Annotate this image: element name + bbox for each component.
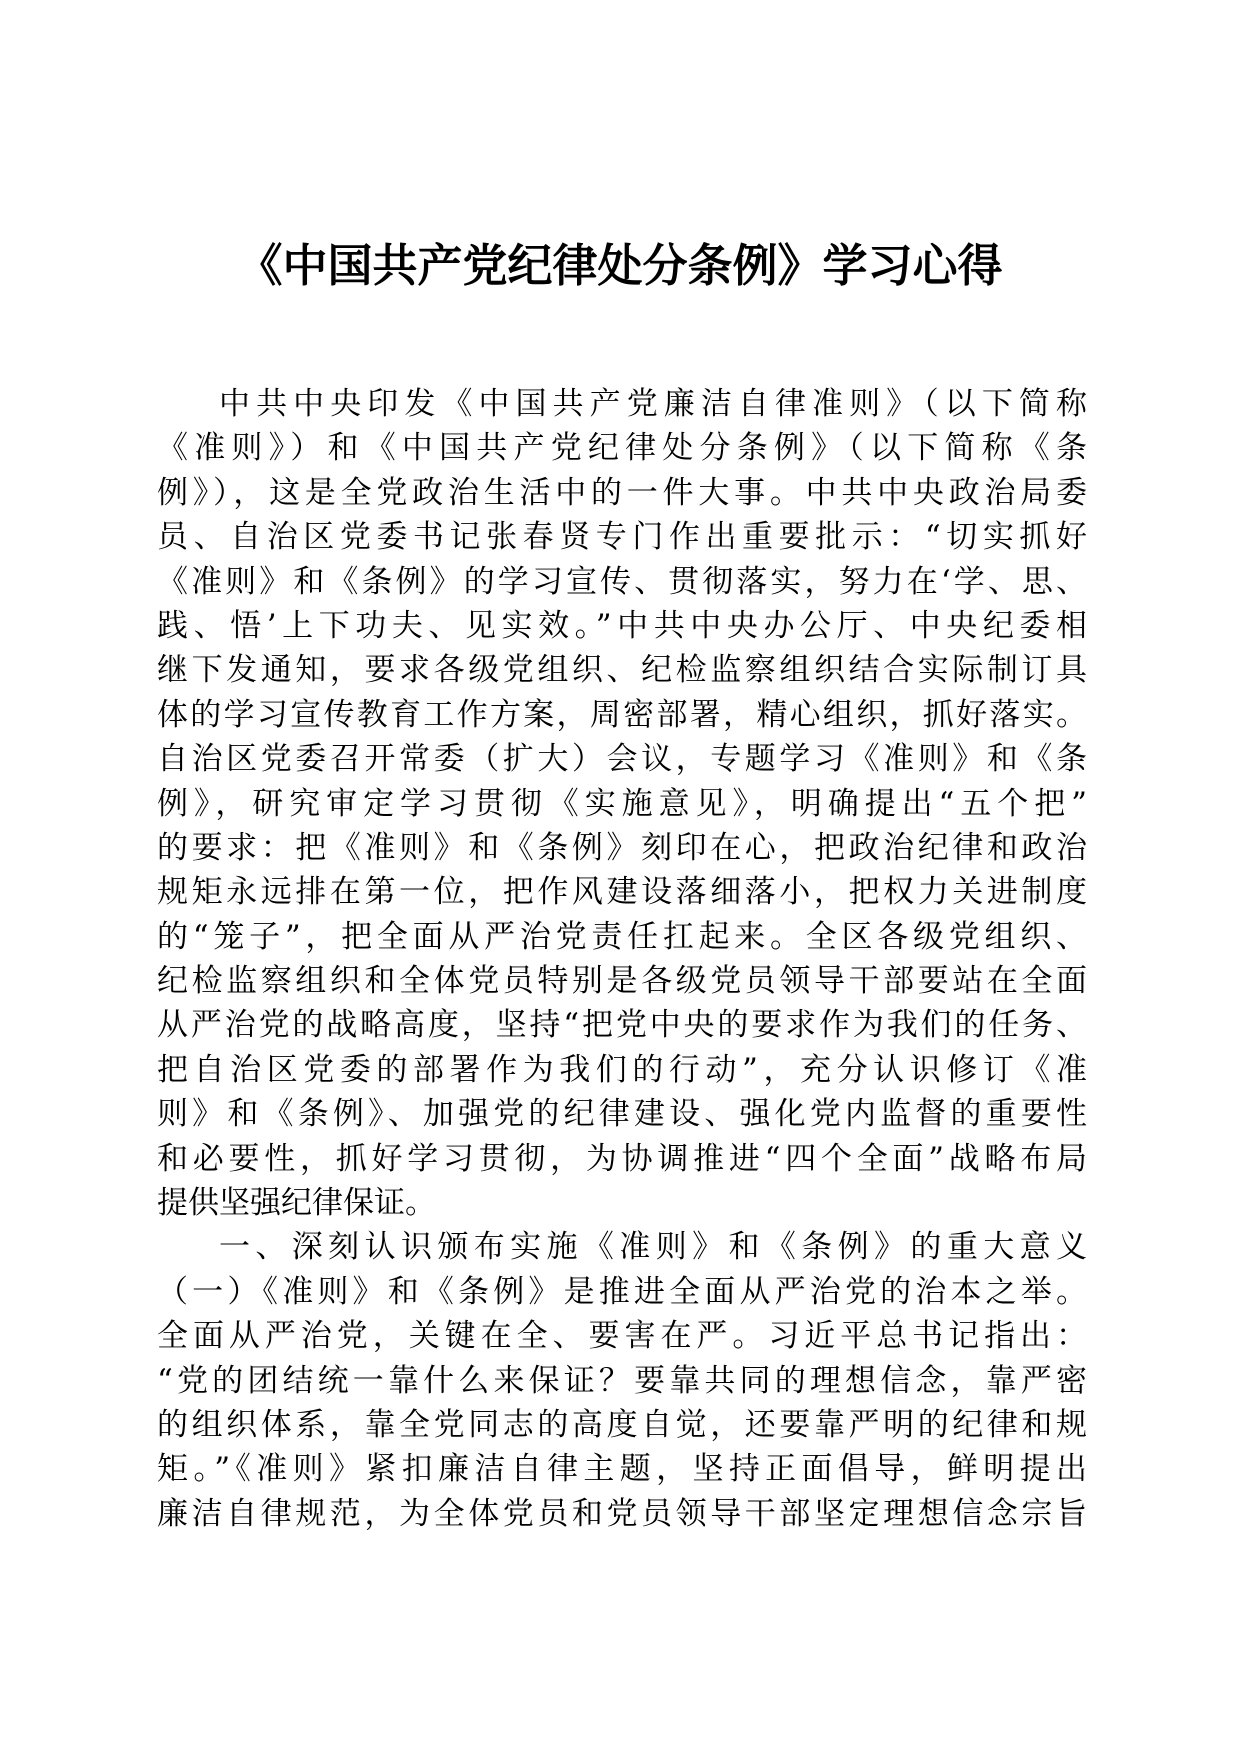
text-line-8: 体的学习宣传教育工作方案，周密部署，精心组织，抓好落实。 (157, 696, 1087, 733)
text-line-19: 提供坚强纪律保证。 (157, 1185, 436, 1222)
text-line-4: 员、自治区党委书记张春贤专门作出重要批示：“切实抓好 (157, 519, 1087, 556)
section-heading-1: 一、深刻认识颁布实施《准则》和《条例》的重大意义 (219, 1229, 1087, 1266)
text-line-1: 中共中央印发《中国共产党廉洁自律准则》（以下简称 (219, 386, 1087, 422)
document-body (157, 382, 1087, 1536)
text-line-15: 从严治党的战略高度，坚持“把党中央的要求作为我们的任务、 (157, 1007, 1087, 1044)
text-line-6: 践、悟’上下功夫、见实效。”中共中央办公厅、中央纪委相 (157, 607, 1087, 644)
text-line-11: 的要求：把《准则》和《条例》刻印在心，把政治纪律和政治 (157, 829, 1087, 866)
text-line-10: 例》，研究审定学习贯彻《实施意见》，明确提出“五个把” (157, 785, 1087, 822)
text-line-12: 规矩永远排在第一位，把作风建设落细落小，把权力关进制度 (157, 874, 1087, 911)
text-line-14: 纪检监察组织和全体党员特别是各级党员领导干部要站在全面 (157, 963, 1087, 1000)
text-line-22: 全面从严治党，关键在全、要害在严。习近平总书记指出： (157, 1318, 1087, 1355)
text-line-24: 的组织体系，靠全党同志的高度自觉，还要靠严明的纪律和规 (157, 1406, 1087, 1443)
text-line-21: （一）《准则》和《条例》是推进全面从严治党的治本之举。 (157, 1273, 1087, 1310)
text-line-13: 的“笼子”，把全面从严治党责任扛起来。全区各级党组织、 (157, 918, 1087, 955)
text-line-7: 继下发通知，要求各级党组织、纪检监察组织结合实际制订具 (157, 652, 1087, 689)
text-line-17: 则》和《条例》、加强党的纪律建设、强化党内监督的重要性 (157, 1096, 1087, 1133)
text-line-5: 《准则》和《条例》的学习宣传、贯彻落实，努力在‘学、思、 (157, 563, 1087, 600)
text-line-2: 《准则》）和《中国共产党纪律处分条例》（以下简称《条 (157, 430, 1087, 467)
text-line-3: 例》），这是全党政治生活中的一件大事。中共中央政治局委 (157, 474, 1087, 511)
text-line-9: 自治区党委召开常委（扩大）会议，专题学习《准则》和《条 (157, 741, 1087, 778)
text-line-18: 和必要性，抓好学习贯彻，为协调推进“四个全面”战略布局 (157, 1140, 1087, 1177)
text-line-25: 矩。”《准则》紧扣廉洁自律主题，坚持正面倡导，鲜明提出 (157, 1451, 1087, 1488)
document-title: 《中国共产党纪律处分条例》学习心得 (237, 239, 1003, 292)
text-line-16: 把自治区党委的部署作为我们的行动”，充分认识修订《准 (157, 1051, 1087, 1088)
text-line-23: “党的团结统一靠什么来保证？要靠共同的理想信念，靠严密 (157, 1362, 1087, 1399)
text-line-26: 廉洁自律规范，为全体党员和党员领导干部坚定理想信念宗旨 (157, 1495, 1087, 1532)
